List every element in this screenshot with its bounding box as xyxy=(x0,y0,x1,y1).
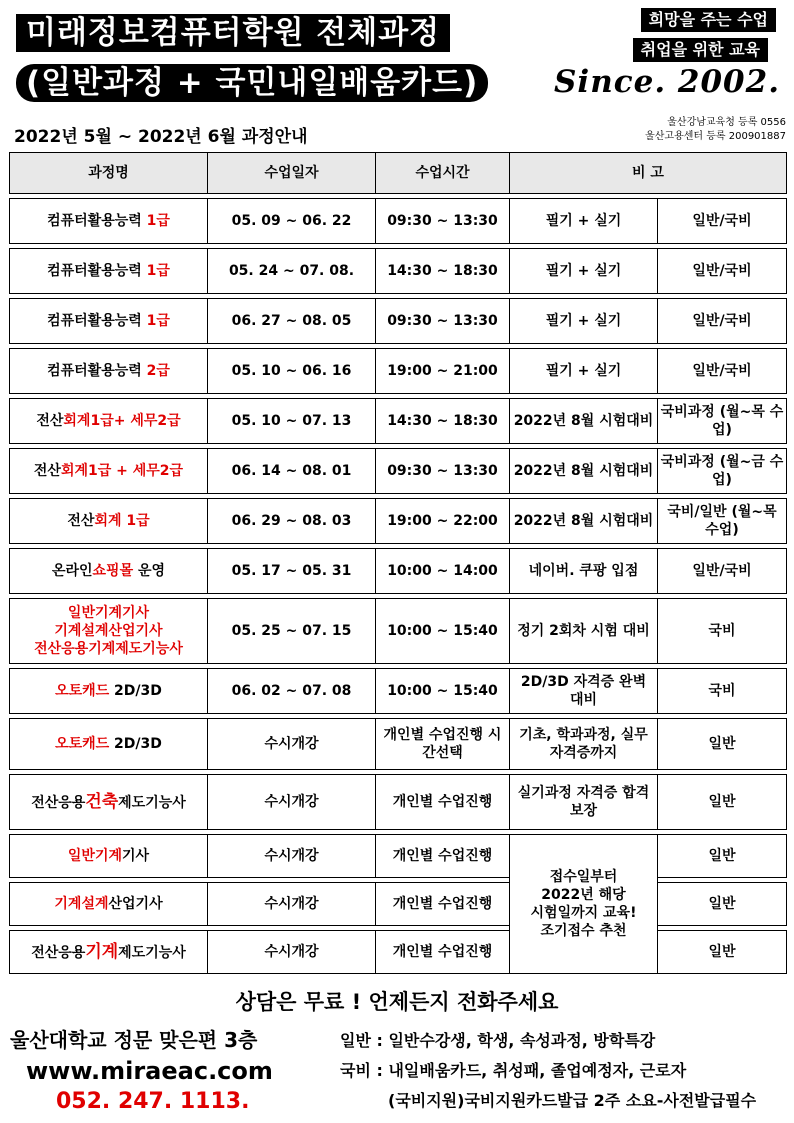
course-time-cell: 10:00 ~ 15:40 xyxy=(376,669,510,714)
table-row xyxy=(10,669,787,714)
course-name-highlight: 회계1급 + 세무2급 xyxy=(60,463,184,479)
course-name-highlight: 1급 xyxy=(146,313,170,329)
course-name-cell xyxy=(10,931,208,974)
course-name-suffix: 제도기능사 xyxy=(118,794,186,811)
course-date-cell: 05. 10 ~ 07. 13 xyxy=(208,399,376,444)
course-name-cell xyxy=(10,549,208,594)
note-national: 국비 : 내일배움카드, 취성패, 졸업예정자, 근로자 xyxy=(340,1061,687,1080)
course-date-cell: 수시개강 xyxy=(208,775,376,830)
note-general: 일반 : 일반수강생, 학생, 속성과정, 방학특강 xyxy=(340,1031,656,1050)
course-type-cell: 국비 xyxy=(658,599,787,664)
course-name-cell xyxy=(10,449,208,494)
course-name-prefix: 컴퓨터활용능력 xyxy=(47,313,147,329)
course-name-highlight: 오토캐드 xyxy=(55,683,110,699)
course-time-cell: 14:30 ~ 18:30 xyxy=(376,249,510,294)
course-name-suffix: 제도기능사 xyxy=(118,944,186,961)
course-note-cell: 2022년 8월 시험대비 xyxy=(510,449,658,494)
header-note: 비 고 xyxy=(510,153,787,194)
course-date-cell: 06. 02 ~ 07. 08 xyxy=(208,669,376,714)
course-name-cell xyxy=(10,249,208,294)
course-date-cell: 05. 24 ~ 07. 08. xyxy=(208,249,376,294)
course-name-suffix: 기사 xyxy=(122,848,150,864)
course-type-cell: 일반 xyxy=(658,775,787,830)
course-time-cell: 개인별 수업진행 xyxy=(376,835,510,878)
table-body xyxy=(10,194,787,974)
course-type-cell: 일반/국비 xyxy=(658,249,787,294)
course-time-cell: 09:30 ~ 13:30 xyxy=(376,199,510,244)
course-type-cell: 국비 xyxy=(658,669,787,714)
course-time-cell: 개인별 수업진행 xyxy=(376,931,510,974)
note-support: (국비지원)국비지원카드발급 2주 소요-사전발급필수 xyxy=(388,1091,757,1110)
website-link[interactable]: www.miraeac.com xyxy=(26,1057,273,1085)
course-name-highlight: 회계1급+ 세무2급 xyxy=(63,413,181,429)
course-note-cell: 실기과정 자격증 합격보장 xyxy=(510,775,658,830)
course-type-cell: 일반/국비 xyxy=(658,549,787,594)
course-type-cell: 일반 xyxy=(658,931,787,974)
consult-headline: 상담은 무료 ! 언제든지 전화주세요 xyxy=(235,990,559,1014)
course-note-cell: 2022년 8월 시험대비 xyxy=(510,399,658,444)
course-date-cell: 06. 29 ~ 08. 03 xyxy=(208,499,376,544)
table-row xyxy=(10,299,787,344)
course-name-highlight: 건축 xyxy=(85,791,119,812)
course-name-cell xyxy=(10,199,208,244)
course-type-cell: 일반 xyxy=(658,883,787,926)
course-time-cell: 19:00 ~ 22:00 xyxy=(376,499,510,544)
header-date: 수업일자 xyxy=(208,153,376,194)
course-name-suffix: 운영 xyxy=(133,563,166,579)
course-date-cell: 05. 17 ~ 05. 31 xyxy=(208,549,376,594)
course-name-suffix: 2D/3D xyxy=(109,683,162,699)
table-row xyxy=(10,883,787,926)
table-row xyxy=(10,199,787,244)
course-time-cell: 14:30 ~ 18:30 xyxy=(376,399,510,444)
course-name-cell xyxy=(10,399,208,444)
course-date-cell: 06. 14 ~ 08. 01 xyxy=(208,449,376,494)
course-name-line: 기계설계산업기사 xyxy=(54,623,163,639)
merged-note-line: 접수일부터 xyxy=(549,869,618,885)
course-time-cell: 개인별 수업진행 시간선택 xyxy=(376,719,510,770)
table-row xyxy=(10,931,787,974)
course-name-cell xyxy=(10,499,208,544)
course-name-prefix: 전산 xyxy=(33,463,61,479)
course-time-cell: 09:30 ~ 13:30 xyxy=(376,299,510,344)
course-date-cell: 05. 25 ~ 07. 15 xyxy=(208,599,376,664)
course-name-highlight: 기계 xyxy=(85,941,119,962)
course-name-prefix: 전산 xyxy=(36,413,64,429)
course-name-suffix: 2D/3D xyxy=(109,736,162,752)
address: 울산대학교 정문 맞은편 3층 xyxy=(10,1028,258,1052)
table-header-row xyxy=(10,153,787,194)
course-type-cell: 국비/일반 (월~목 수업) xyxy=(658,499,787,544)
course-note-cell: 네이버. 쿠팡 입점 xyxy=(510,549,658,594)
course-name-cell xyxy=(10,349,208,394)
course-name-highlight: 2급 xyxy=(146,363,170,379)
table-row xyxy=(10,249,787,294)
merged-note-line: 시험일까지 교육! xyxy=(530,905,637,921)
course-time-cell: 10:00 ~ 15:40 xyxy=(376,599,510,664)
course-name-prefix: 전산응용 xyxy=(31,944,86,961)
merged-note-line: 조기접수 추천 xyxy=(540,923,627,939)
table-row xyxy=(10,549,787,594)
course-date-cell: 수시개강 xyxy=(208,883,376,926)
course-name-cell xyxy=(10,299,208,344)
merged-note-cell xyxy=(510,835,658,974)
table-row xyxy=(10,449,787,494)
course-time-cell: 개인별 수업진행 xyxy=(376,775,510,830)
course-name-prefix: 컴퓨터활용능력 xyxy=(47,263,147,279)
title-line-1: 미래정보컴퓨터학원 전체과정 xyxy=(16,14,450,52)
course-name-prefix: 전산응용 xyxy=(31,794,86,811)
course-name-highlight: 일반기계 xyxy=(67,848,123,864)
course-type-cell: 일반 xyxy=(658,835,787,878)
course-name-line: 전산응용기계제도기능사 xyxy=(34,641,183,657)
course-name-cell xyxy=(10,599,208,664)
table-row xyxy=(10,499,787,544)
course-name-line: 일반기계기사 xyxy=(67,605,150,621)
course-date-cell: 05. 10 ~ 06. 16 xyxy=(208,349,376,394)
course-name-cell xyxy=(10,669,208,714)
course-note-cell: 정기 2회차 시험 대비 xyxy=(510,599,658,664)
course-time-cell: 개인별 수업진행 xyxy=(376,883,510,926)
table-row xyxy=(10,349,787,394)
course-name-cell xyxy=(10,775,208,830)
course-name-highlight: 1급 xyxy=(146,263,170,279)
course-date-cell: 05. 09 ~ 06. 22 xyxy=(208,199,376,244)
header-time: 수업시간 xyxy=(376,153,510,194)
course-name-prefix: 전산 xyxy=(67,513,95,529)
course-table xyxy=(9,152,787,974)
phone-number[interactable]: 052. 247. 1113. xyxy=(56,1089,250,1114)
course-note-cell: 필기 + 실기 xyxy=(510,249,658,294)
course-type-cell: 일반/국비 xyxy=(658,349,787,394)
course-name-highlight: 쇼핑몰 xyxy=(92,563,134,579)
slogan-2: 취업을 위한 교육 xyxy=(633,38,768,62)
course-date-cell: 06. 27 ~ 08. 05 xyxy=(208,299,376,344)
registration-1: 울산강남교육청 등록 0556 xyxy=(667,117,786,128)
course-type-cell: 일반 xyxy=(658,719,787,770)
course-name-highlight: 오토캐드 xyxy=(55,736,110,752)
table-row xyxy=(10,599,787,664)
course-note-cell: 필기 + 실기 xyxy=(510,349,658,394)
course-note-cell: 2D/3D 자격증 완벽 대비 xyxy=(510,669,658,714)
slogan-1: 희망을 주는 수업 xyxy=(641,8,776,32)
course-note-cell: 2022년 8월 시험대비 xyxy=(510,499,658,544)
course-type-cell: 국비과정 (월~금 수업) xyxy=(658,449,787,494)
course-name-prefix: 컴퓨터활용능력 xyxy=(47,213,147,229)
course-name-highlight: 1급 xyxy=(146,213,170,229)
course-time-cell: 09:30 ~ 13:30 xyxy=(376,449,510,494)
course-name-cell xyxy=(10,719,208,770)
course-name-highlight: 회계 1급 xyxy=(94,513,150,529)
course-name-highlight: 기계설계 xyxy=(54,896,109,912)
course-date-cell: 수시개강 xyxy=(208,719,376,770)
table-row xyxy=(10,775,787,830)
course-time-cell: 10:00 ~ 14:00 xyxy=(376,549,510,594)
schedule-subtitle: 2022년 5월 ~ 2022년 6월 과정안내 xyxy=(14,127,308,147)
registration-2: 울산고용센터 등록 200901887 xyxy=(645,131,786,142)
since-text: Since. 2002. xyxy=(554,64,780,100)
course-name-cell xyxy=(10,883,208,926)
course-note-cell: 기초, 학과과정, 실무 자격증까지 xyxy=(510,719,658,770)
course-name-cell xyxy=(10,835,208,878)
title-line-2: (일반과정 + 국민내일배움카드) xyxy=(16,64,488,102)
course-type-cell: 국비과정 (월~목 수업) xyxy=(658,399,787,444)
course-name-prefix: 온라인 xyxy=(51,563,93,579)
table-row xyxy=(10,399,787,444)
course-note-cell: 필기 + 실기 xyxy=(510,199,658,244)
course-note-cell: 필기 + 실기 xyxy=(510,299,658,344)
table-row xyxy=(10,835,787,878)
course-type-cell: 일반/국비 xyxy=(658,299,787,344)
course-time-cell: 19:00 ~ 21:00 xyxy=(376,349,510,394)
course-date-cell: 수시개강 xyxy=(208,931,376,974)
course-name-suffix: 산업기사 xyxy=(108,896,163,912)
table-row xyxy=(10,719,787,770)
header-course: 과정명 xyxy=(10,153,208,194)
course-date-cell: 수시개강 xyxy=(208,835,376,878)
course-name-prefix: 컴퓨터활용능력 xyxy=(47,363,147,379)
merged-note-line: 2022년 해당 xyxy=(541,887,626,903)
course-type-cell: 일반/국비 xyxy=(658,199,787,244)
